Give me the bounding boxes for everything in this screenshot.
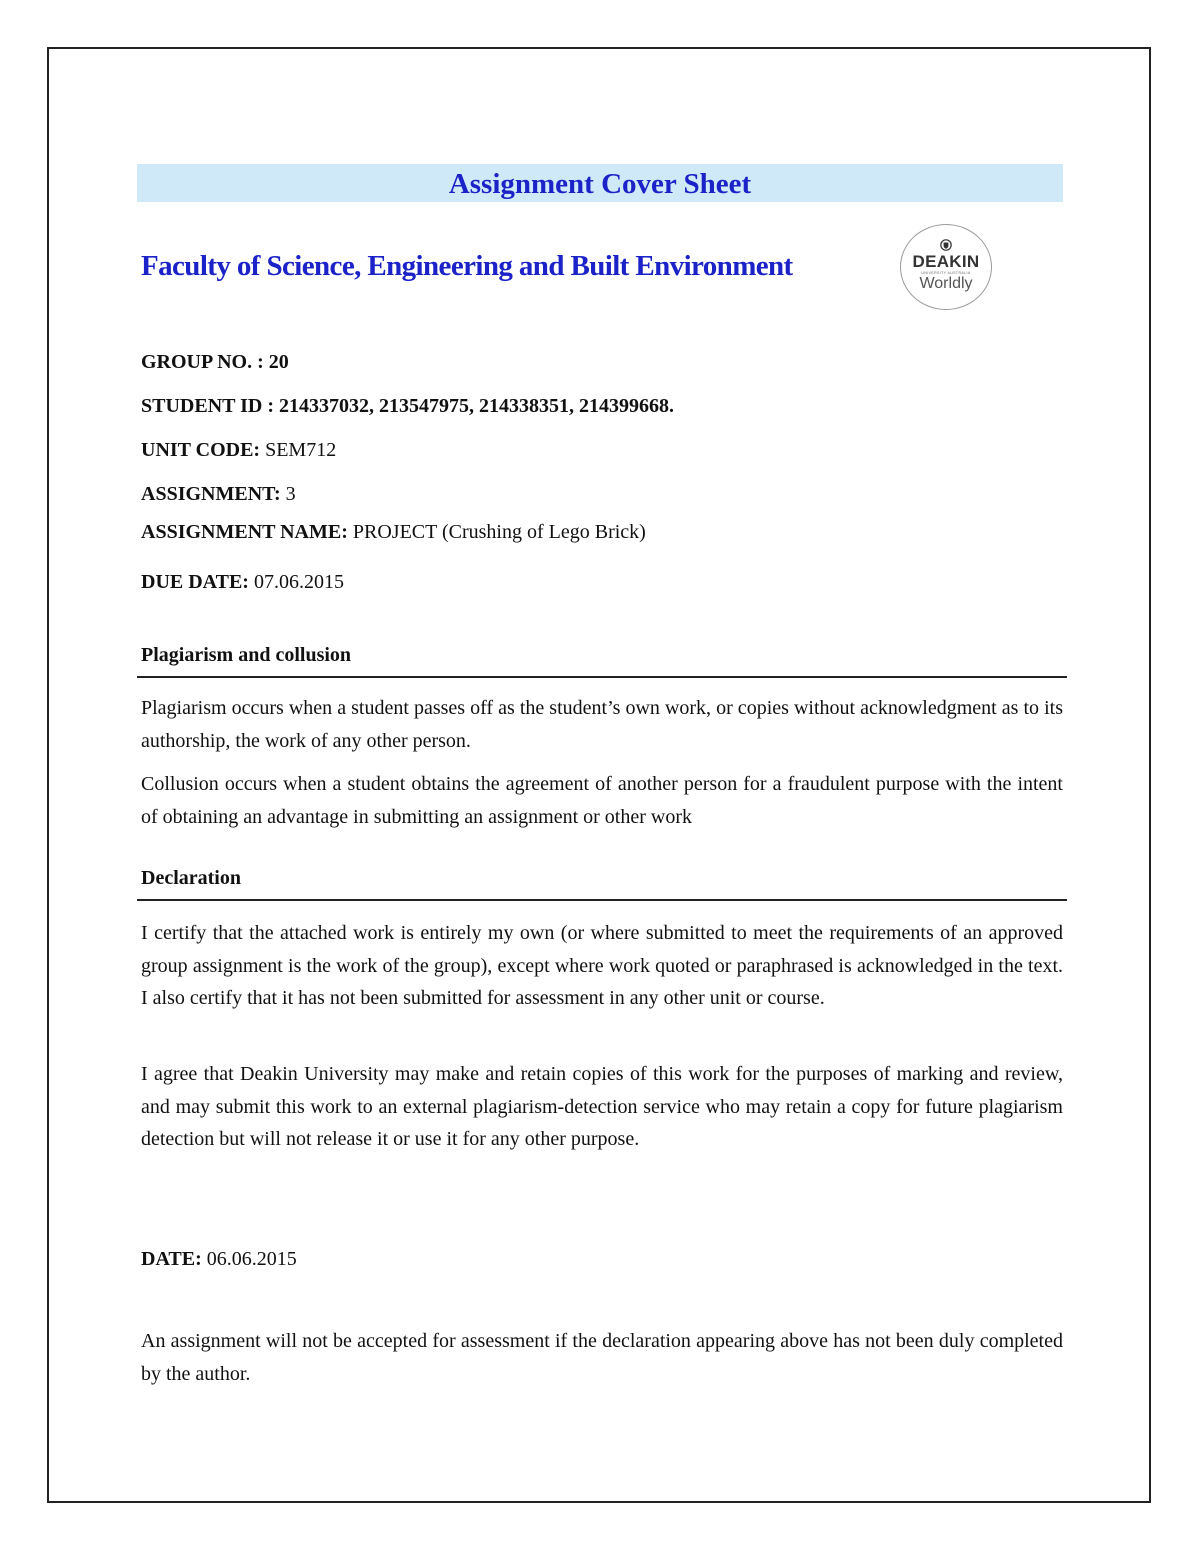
unit-code-value: SEM712 xyxy=(260,439,337,461)
unit-code xyxy=(141,438,336,462)
group-number xyxy=(141,350,289,374)
assignment-number-label: ASSIGNMENT: xyxy=(141,483,281,505)
logo-word: DEAKIN xyxy=(912,252,980,271)
collusion-paragraph: Collusion occurs when a student obtains the agreement of another person for a fraudulent purpose with the intent of obtaining an advantage in submitting an assignment or other work xyxy=(141,773,1063,828)
crest-icon xyxy=(940,239,952,251)
assignment-name-label: ASSIGNMENT NAME: xyxy=(141,521,348,543)
due-date-label: DUE DATE: xyxy=(141,571,249,593)
assignment-number xyxy=(141,482,296,506)
assignment-name-value: PROJECT (Crushing of Lego Brick) xyxy=(347,521,646,543)
group-number-label: GROUP NO. : 20 xyxy=(141,351,289,373)
assignment-number-value: 3 xyxy=(280,483,296,505)
declaration-divider xyxy=(137,899,1067,901)
declaration-date-value: 06.06.2015 xyxy=(201,1248,297,1270)
declaration-heading: Declaration xyxy=(141,867,241,889)
footer-note: An assignment will not be accepted for assessment if the declaration appearing above has not been duly completed by the author. xyxy=(141,1330,1063,1385)
plagiarism-divider xyxy=(137,676,1067,678)
declaration-agree-paragraph: I agree that Deakin University may make and retain copies of this work for the purposes of marking and review, and may submit this work to an external plagiarism-detection service who may retain a copy for future plagiarism detection but will not release it or use it for any other purpose. xyxy=(141,1063,1063,1150)
faculty-heading: Faculty of Science, Engineering and Built Environment xyxy=(141,250,793,282)
plagiarism-heading: Plagiarism and collusion xyxy=(141,644,352,666)
unit-code-label: UNIT CODE: xyxy=(141,439,261,461)
due-date xyxy=(141,570,344,594)
logo-subtitle: UNIVERSITY AUSTRALIA xyxy=(921,271,971,275)
declaration-certify-paragraph: I certify that the attached work is entirely my own (or where submitted to meet the requirements of an approved group assignment is the work of the group), except where work quoted or paraphrased is acknowledged in the text. I also certify that it has not been submitted for assessment in any other unit or course. xyxy=(141,922,1063,1009)
student-ids xyxy=(141,394,674,418)
assignment-name xyxy=(141,520,646,544)
plagiarism-paragraph: Plagiarism occurs when a student passes off as the student’s own work, or copies without acknowledgment as to its authorship, the work of any other person. xyxy=(141,697,1063,752)
declaration-date xyxy=(141,1247,297,1271)
logo-tagline: Worldly xyxy=(919,275,973,292)
declaration-date-label: DATE: xyxy=(141,1248,202,1270)
deakin-logo xyxy=(900,224,992,310)
due-date-value: 07.06.2015 xyxy=(248,571,344,593)
page-title: Assignment Cover Sheet xyxy=(137,164,1063,202)
student-ids-label: STUDENT ID : 214337032, 213547975, 214338351, 214399668. xyxy=(141,395,674,417)
